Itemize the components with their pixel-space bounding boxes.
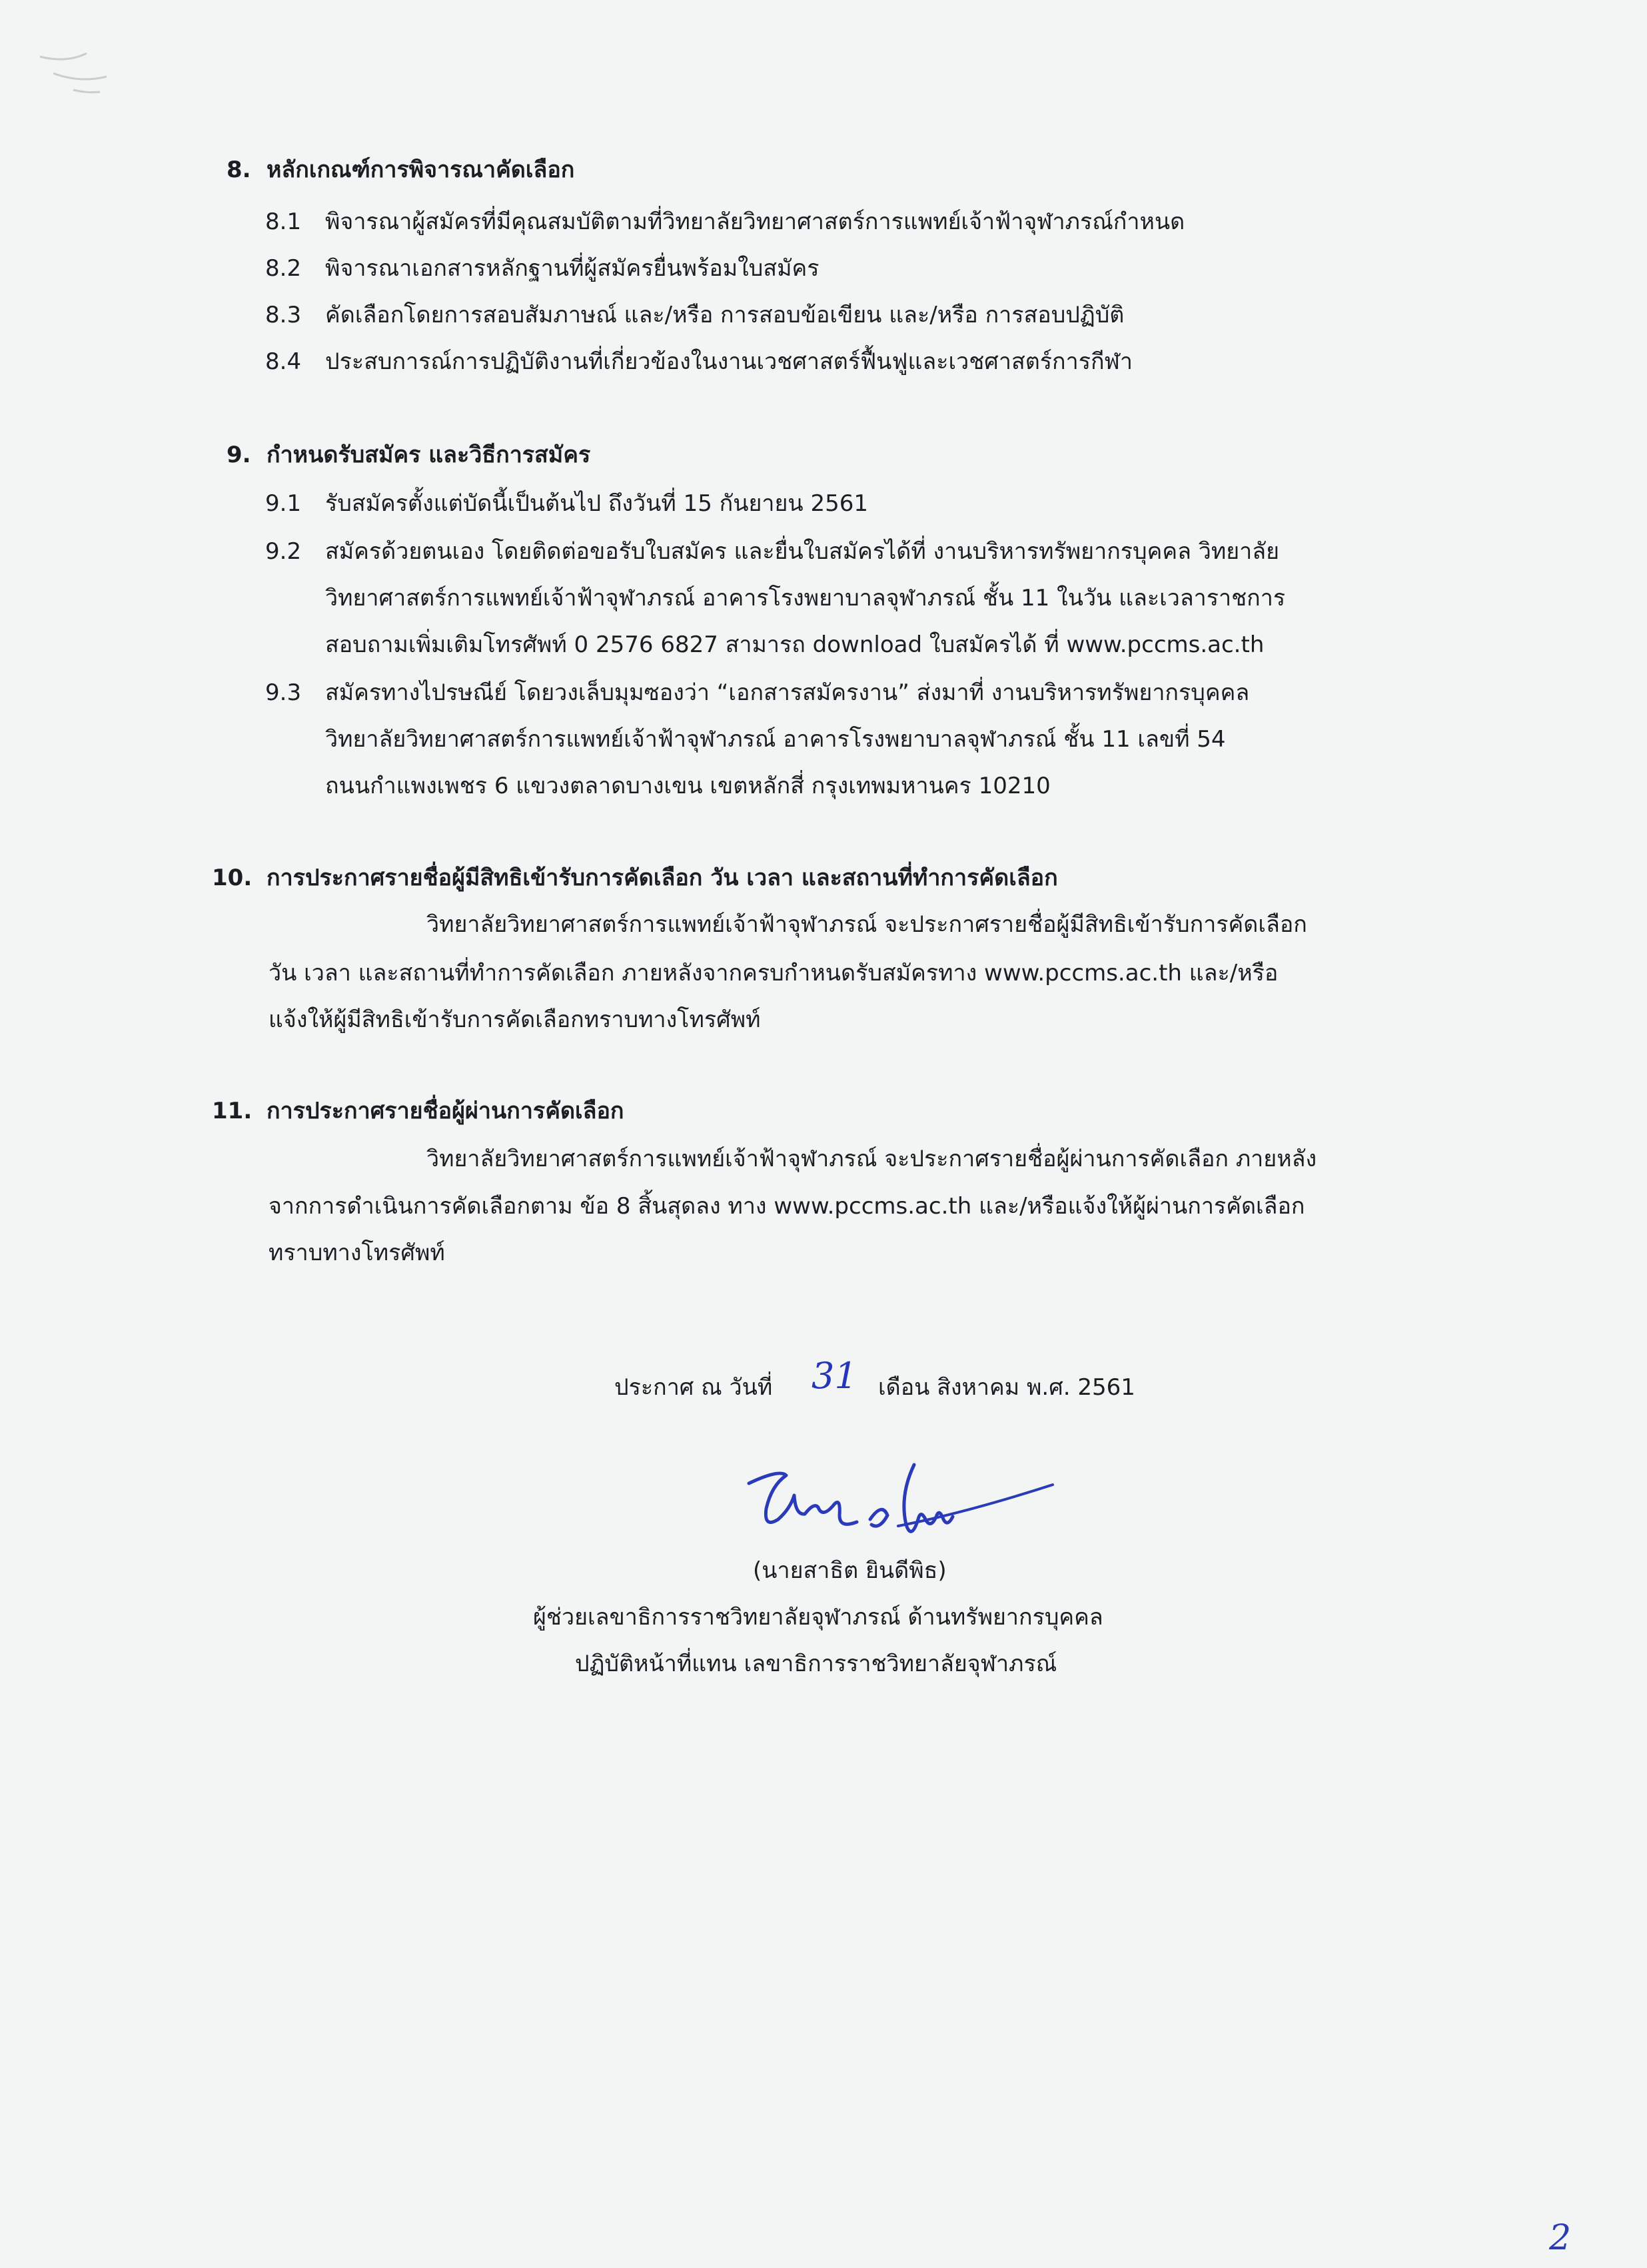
item-8-3-number: 8.3: [265, 302, 302, 328]
item-8-1-number: 8.1: [265, 208, 302, 235]
item-8-4-number: 8.4: [265, 348, 302, 375]
item-9-3-line-1: สมัครทางไปรษณีย์ โดยวงเล็บมุมซองว่า “เอกสารสมัครงาน” ส่งมาที่ งานบริหารทรัพยากรบุคคล: [325, 679, 1250, 706]
section-8-title: หลักเกณฑ์การพิจารณาคัดเลือก: [267, 157, 575, 183]
item-8-2-number: 8.2: [265, 255, 302, 282]
item-9-2-line-1: สมัครด้วยตนเอง โดยติดต่อขอรับใบสมัคร และยื่นใบสมัครได้ที่ งานบริหารทรัพยากรบุคคล วิทยาลัย: [325, 538, 1280, 565]
section-11-line-1: วิทยาลัยวิทยาศาสตร์การแพทย์เจ้าฟ้าจุฬาภรณ์ จะประกาศรายชื่อผู้ผ่านการคัดเลือก ภายหลัง: [426, 1146, 1317, 1172]
section-10-title: การประกาศรายชื่อผู้มีสิทธิเข้ารับการคัดเลือก วัน เวลา และสถานที่ทำการคัดเลือก: [267, 865, 1058, 891]
item-8-4-text: ประสบการณ์การปฏิบัติงานที่เกี่ยวข้องในงานเวชศาสตร์ฟื้นฟูและเวชศาสตร์การกีฬา: [325, 348, 1133, 375]
signer-name: (นายสาธิต ยินดีพิธ): [753, 1557, 947, 1584]
section-9-number: 9.: [227, 442, 251, 468]
announce-suffix: เดือน สิงหาคม พ.ศ. 2561: [878, 1374, 1135, 1401]
section-11-line-3: ทราบทางโทรศัพท์: [269, 1240, 445, 1266]
signer-acting: ปฏิบัติหน้าที่แทน เลขาธิการราชวิทยาลัยจุฬาภรณ์: [575, 1651, 1057, 1677]
page-number-handwritten: 2: [1549, 2218, 1572, 2258]
item-9-3-line-2: วิทยาลัยวิทยาศาสตร์การแพทย์เจ้าฟ้าจุฬาภรณ์ อาคารโรงพยาบาลจุฬาภรณ์ ชั้น 11 เลขที่ 54: [325, 726, 1226, 753]
signature-image: [740, 1455, 1059, 1555]
section-11-line-2: จากการดำเนินการคัดเลือกตาม ข้อ 8 สิ้นสุดลง ทาง www.pccms.ac.th และ/หรือแจ้งให้ผู้ผ่านการคัดเลือก: [269, 1193, 1305, 1220]
section-11-number: 11.: [212, 1098, 253, 1124]
item-9-1-number: 9.1: [265, 490, 302, 517]
item-9-2-line-2: วิทยาศาสตร์การแพทย์เจ้าฟ้าจุฬาภรณ์ อาคารโรงพยาบาลจุฬาภรณ์ ชั้น 11 ในวัน และเวลาราชการ: [325, 585, 1286, 611]
section-11-title: การประกาศรายชื่อผู้ผ่านการคัดเลือก: [267, 1098, 624, 1124]
signer-position: ผู้ช่วยเลขาธิการราชวิทยาลัยจุฬาภรณ์ ด้านทรัพยากรบุคคล: [533, 1604, 1103, 1631]
item-9-3-number: 9.3: [265, 679, 302, 706]
item-9-1-text: รับสมัครตั้งแต่บัดนี้เป็นต้นไป ถึงวันที่ 15 กันยายน 2561: [325, 490, 869, 517]
announce-day-handwritten: 31: [812, 1355, 857, 1397]
section-8-number: 8.: [227, 157, 251, 183]
paper-scuff: [27, 27, 160, 107]
section-10-number: 10.: [212, 865, 253, 891]
item-9-3-line-3: ถนนกำแพงเพชร 6 แขวงตลาดบางเขน เขตหลักสี่ กรุงเทพมหานคร 10210: [325, 773, 1051, 799]
item-8-3-text: คัดเลือกโดยการสอบสัมภาษณ์ และ/หรือ การสอบข้อเขียน และ/หรือ การสอบปฏิบัติ: [325, 302, 1125, 328]
item-8-1-text: พิจารณาผู้สมัครที่มีคุณสมบัติตามที่วิทยาลัยวิทยาศาสตร์การแพทย์เจ้าฟ้าจุฬาภรณ์กำหนด: [325, 208, 1185, 235]
section-9-title: กำหนดรับสมัคร และวิธีการสมัคร: [267, 442, 591, 468]
section-10-line-1: วิทยาลัยวิทยาศาสตร์การแพทย์เจ้าฟ้าจุฬาภรณ์ จะประกาศรายชื่อผู้มีสิทธิเข้ารับการคัดเลือก: [426, 911, 1307, 938]
announce-prefix: ประกาศ ณ วันที่: [614, 1374, 773, 1401]
section-10-line-3: แจ้งให้ผู้มีสิทธิเข้ารับการคัดเลือกทราบทางโทรศัพท์: [269, 1006, 761, 1033]
section-10-line-2: วัน เวลา และสถานที่ทำการคัดเลือก ภายหลังจากครบกำหนดรับสมัครทาง www.pccms.ac.th และ/หรือ: [269, 960, 1279, 986]
item-8-2-text: พิจารณาเอกสารหลักฐานที่ผู้สมัครยื่นพร้อมใบสมัคร: [325, 255, 820, 282]
item-9-2-number: 9.2: [265, 538, 302, 565]
item-9-2-line-3: สอบถามเพิ่มเติมโทรศัพท์ 0 2576 6827 สามารถ download ใบสมัครได้ ที่ www.pccms.ac.th: [325, 631, 1265, 658]
